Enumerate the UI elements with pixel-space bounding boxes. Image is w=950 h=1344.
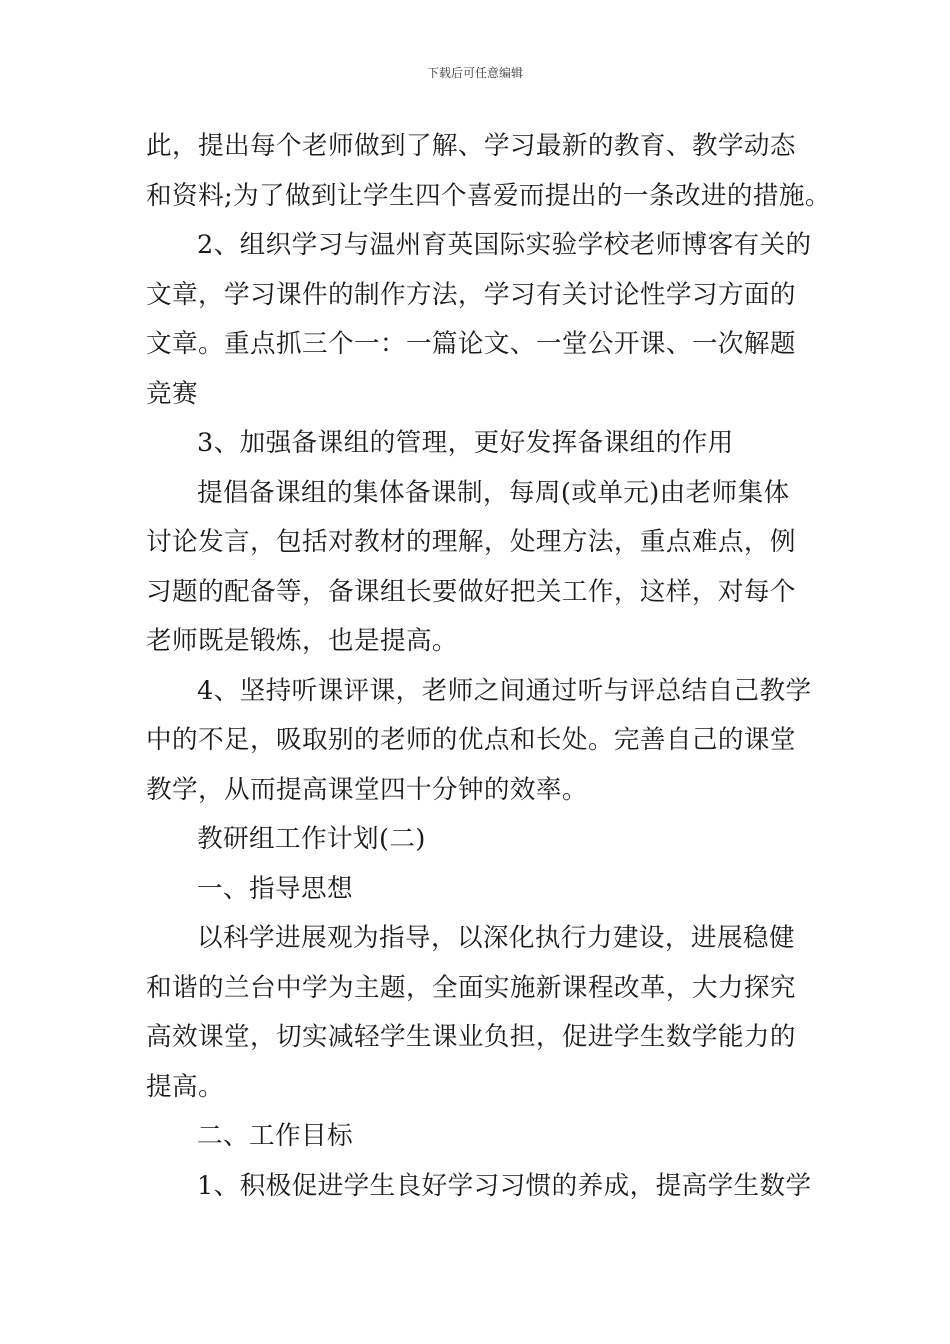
- paragraph-line: 提高。: [146, 1071, 224, 1102]
- paragraph-line: 老师既是锻炼，也是提高。: [146, 626, 458, 656]
- section-heading: 二、工作目标: [197, 1121, 353, 1151]
- paragraph-line: 文章。重点抓三个一：一篇论文、一堂公开课、一次解题: [146, 329, 796, 359]
- section-title: 教研组工作计划(二): [197, 824, 426, 854]
- document-body: [146, 122, 831, 1211]
- paragraph-line: 和谐的兰台中学为主题，全面实施新课程改革，大力探究: [146, 972, 796, 1003]
- paragraph-line: 2、组织学习与温州育英国际实验学校老师博客有关的: [197, 230, 812, 260]
- paragraph-line: 中的不足，吸取别的老师的优点和长处。完善自己的课堂: [146, 725, 796, 755]
- paragraph-line: 1、积极促进学生良好学习习惯的养成，提高学生数学: [197, 1170, 812, 1201]
- page-header-note: 下载后可任意编辑: [426, 66, 523, 80]
- paragraph-line: 教学，从而提高课堂四十分钟的效率。: [146, 774, 588, 805]
- paragraph-line: 和资料;为了做到让学生四个喜爱而提出的一条改进的措施。: [146, 180, 831, 211]
- paragraph-line: 3、加强备课组的管理，更好发挥备课组的作用: [197, 428, 734, 458]
- paragraph-line: 高效课堂，切实减轻学生课业负担，促进学生数学能力的: [146, 1022, 796, 1052]
- paragraph-line: 习题的配备等，备课组长要做好把关工作，这样，对每个: [146, 576, 796, 607]
- paragraph-line: 以科学进展观为指导，以深化执行力建设，进展稳健: [197, 923, 795, 953]
- paragraph-line: 文章，学习课件的制作方法，学习有关讨论性学习方面的: [146, 279, 796, 310]
- paragraph-line: 提倡备课组的集体备课制，每周(或单元)由老师集体: [197, 477, 790, 508]
- paragraph-line: 讨论发言，包括对教材的理解，处理方法，重点难点，例: [146, 527, 796, 557]
- paragraph-line: 此，提出每个老师做到了解、学习最新的教育、教学动态: [146, 131, 796, 161]
- section-heading: 一、指导思想: [197, 873, 353, 904]
- paragraph-line: 4、坚持听课评课，老师之间通过听与评总结自己教学: [197, 675, 812, 706]
- paragraph-line: 竞赛: [146, 378, 198, 409]
